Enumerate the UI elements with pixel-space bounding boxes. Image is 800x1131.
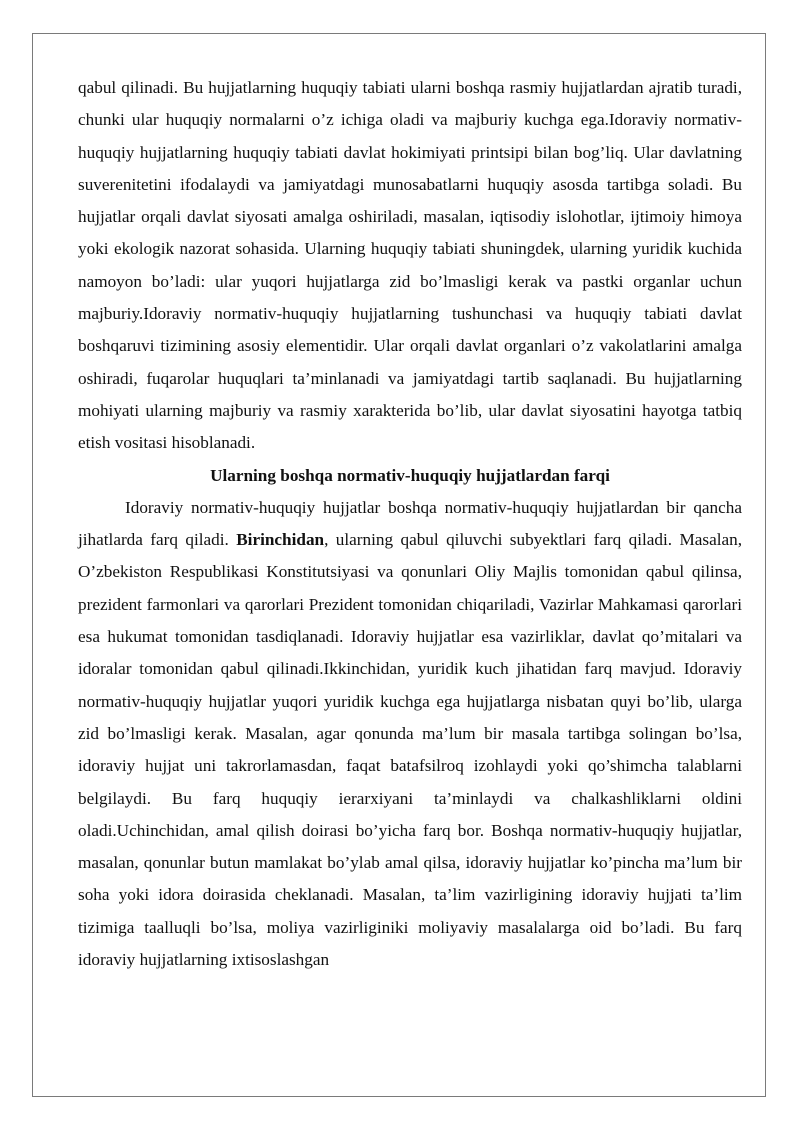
- paragraph-2-intro: Idoraviy normativ-huquqiy hujjatlar boshqa normativ-huquqiy hujjatlardan bir qancha jihatlarda farq qiladi.: [78, 497, 742, 550]
- document-body: [78, 72, 742, 976]
- paragraph-2-rest: , ularning qabul qiluvchi subyektlari farq qiladi. Masalan, O’zbekiston Respublikasi Konstitutsiyasi va qonunlari Oliy Majlis tomonidan qabul qilinsa, prezident farmonlari va qarorlari Prezident tomonidan chiqariladi, Vazirlar Mahkamasi qarorlari esa hukumat tomonidan tasdiqlanadi. Idoraviy hujjatlar esa vazirliklar, davlat qo’mitalari va idoralar tomonidan qabul qilinadi.Ikkinchidan, yuridik kuch jihatidan farq mavjud. Idoraviy normativ-huquqiy hujjatlar yuqori yuridik kuchga ega hujjatlarga nisbatan quyi bo’lib, ularga zid bo’lmasligi kerak. Masalan, agar qonunda ma’lum bir masala tartibga solingan bo’lsa, idoraviy hujjat uni takrorlamasdan, faqat batafsilroq izohlaydi yoki qo’shimcha talablarni belgilaydi. Bu farq huquqiy ierarxiyani ta’minlaydi va chalkashliklarni oldini oladi.Uchinchidan, amal qilish doirasi bo’yicha farq bor. Boshqa normativ-huquqiy hujjatlar, masalan, qonunlar butun mamlakat bo’ylab amal qilsa, idoraviy hujjatlar ko’pincha ma’lum bir soha yoki idora doirasida cheklanadi. Masalan, ta’lim vazirligining idoraviy hujjati ta’lim tizimiga taalluqli bo’lsa, moliya vazirliginiki moliyaviy masalalarga oid bo’ladi. Bu farq idoraviy hujjatlarning ixtisoslashgan: [78, 530, 742, 970]
- paragraph-2-bold-term: Birinchidan: [236, 530, 325, 550]
- section-heading: Ularning boshqa normativ-huquqiy hujjatlardan farqi: [210, 465, 610, 485]
- paragraph-2: [78, 492, 742, 976]
- paragraph-1: qabul qilinadi. Bu hujjatlarning huquqiy tabiati ularni boshqa rasmiy hujjatlardan ajratib turadi, chunki ular huquqiy normalarni o’z ichiga oladi va majburiy kuchga ega.Idoraviy normativ-huquqiy hujjatlarning huquqiy tabiati davlat hokimiyati printsipi bilan bog’liq. Ular davlatning suverenitetini ifodalaydi va jamiyatdagi munosabatlarni huquqiy asosda tartibga soladi. Bu hujjatlar orqali davlat siyosati amalga oshiriladi, masalan, iqtisodiy islohotlar, ijtimoiy himoya yoki ekologik nazorat sohasida. Ularning huquqiy tabiati shuningdek, ularning yuridik kuchida namoyon bo’ladi: ular yuqori hujjatlarga zid bo’lmasligi kerak va pastki organlar uchun majburiy.Idoraviy normativ-huquqiy hujjatlarning tushunchasi va huquqiy tabiati davlat boshqaruvi tizimining asosiy elementidir. Ular orqali davlat organlari o’z vakolatlarini amalga oshiradi, fuqarolar huquqlari ta’minlanadi va jamiyatdagi tartib saqlanadi. Bu hujjatlarning mohiyati ularning majburiy va rasmiy xarakterida bo’lib, ular davlat siyosatini hayotga tatbiq etish vositasi hisoblanadi.: [78, 78, 742, 453]
